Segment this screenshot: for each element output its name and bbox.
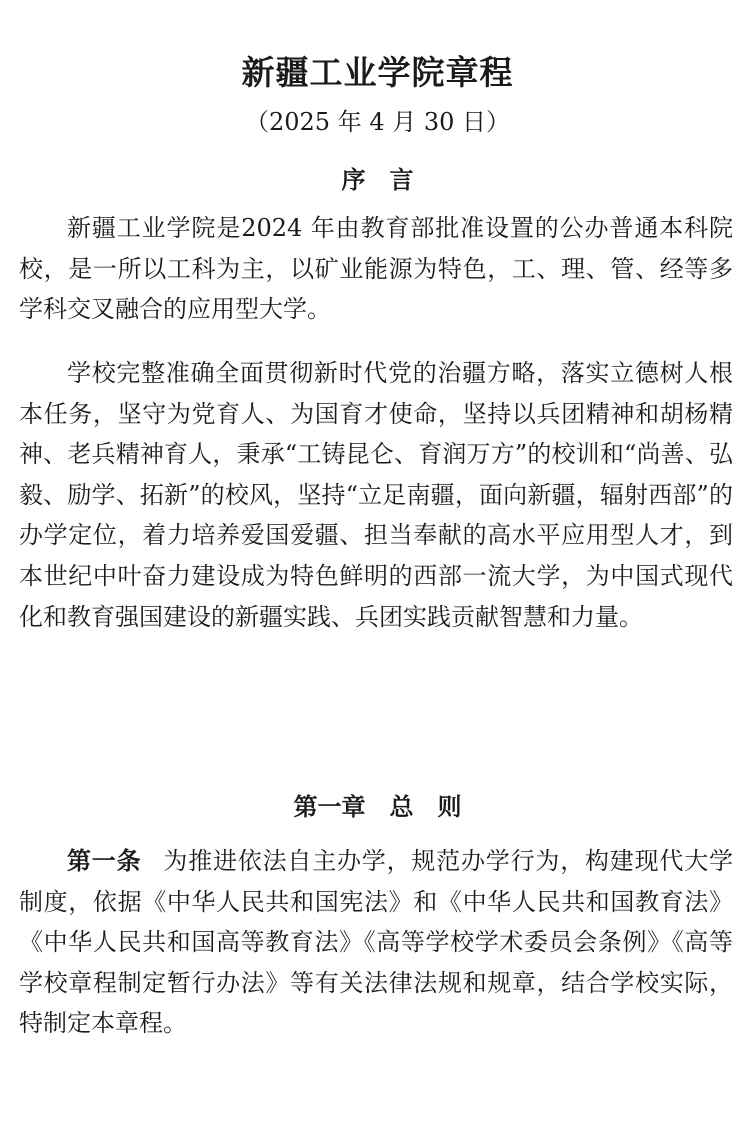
article-1-paragraph xyxy=(19,841,733,1044)
document-date: （2025 年 4 月 30 日） xyxy=(244,108,511,136)
article-1-label: 第一条 xyxy=(67,847,142,875)
preface-paragraph-2: 学校完整准确全面贯彻新时代党的治疆方略，落实立德树人根本任务，坚守为党育人、为国育才使命，坚持以兵团精神和胡杨精神、老兵精神育人，秉承“工铸昆仑、育润万方”的校训和“尚善、弘毅、励学、拓新”的校风，坚持“立足南疆，面向新疆，辐射西部”的办学定位，着力培养爱国爱疆、担当奉献的高水平应用型人才，到本世纪中叶奋力建设成为特色鲜明的西部一流大学，为中国式现代化和教育强国建设的新疆实践、兵团实践贡献智慧和力量。 xyxy=(19,359,733,631)
preface-heading: 序 言 xyxy=(341,166,414,194)
document-title: 新疆工业学院章程 xyxy=(241,53,514,92)
chapter-1-heading: 第一章 总 则 xyxy=(293,793,462,821)
preface-paragraph-1: 新疆工业学院是2024 年由教育部批准设置的公办普通本科院校，是一所以工科为主，以矿业能源为特色，工、理、管、经等多学科交叉融合的应用型大学。 xyxy=(19,214,733,324)
article-1-text: 为推进依法自主办学，规范办学行为，构建现代大学制度，依据《中华人民共和国宪法》和《中华人民共和国教育法》《中华人民共和国高等教育法》《高等学校学术委员会条例》《高等学校章程制定暂行办法》等有关法律法规和规章，结合学校实际，特制定本章程。 xyxy=(19,847,734,1038)
